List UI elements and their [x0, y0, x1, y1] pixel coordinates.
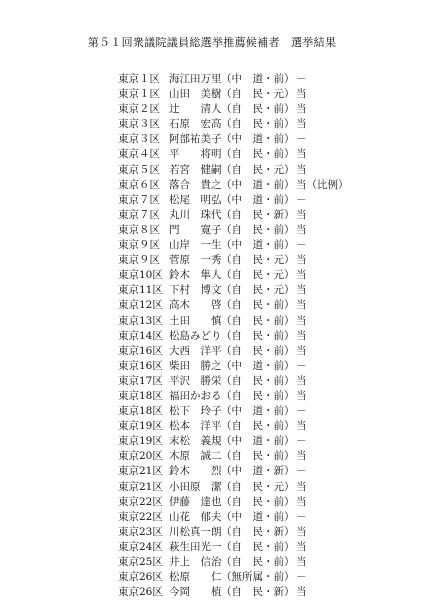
- party-status: （自 民・元）: [221, 480, 295, 493]
- district-label: 東京19区: [118, 435, 163, 448]
- district-label: 東京24区: [118, 540, 163, 553]
- candidate-name: 下村 博文: [169, 284, 222, 297]
- election-result: 当（比例）: [296, 178, 349, 191]
- election-result: 当: [296, 450, 307, 463]
- election-result: 当: [296, 344, 307, 357]
- election-result: 当: [296, 223, 307, 236]
- result-row: [0, 193, 424, 208]
- district-label: 東京６区: [118, 178, 160, 191]
- election-result: 当: [296, 314, 307, 327]
- election-result: 当: [296, 103, 307, 116]
- candidate-name: 松原 仁: [169, 571, 222, 584]
- election-result: 当: [296, 254, 307, 267]
- district-label: 東京25区: [118, 556, 163, 568]
- party-status: （自 民・元）: [221, 269, 295, 282]
- party-status: （中 道・新）: [221, 465, 295, 478]
- district-label: 東京20区: [118, 450, 163, 463]
- result-row: [0, 359, 424, 374]
- district-label: 東京16区: [118, 344, 163, 357]
- candidate-name: 松本 洋平: [169, 420, 222, 433]
- election-result: －: [296, 359, 307, 372]
- candidate-name: 鈴木 烈: [169, 465, 222, 478]
- candidate-name: 丸川 珠代: [169, 208, 222, 221]
- result-row: [0, 540, 424, 555]
- district-label: 東京４区: [118, 148, 160, 161]
- election-result: 当: [296, 374, 307, 387]
- result-row: [0, 314, 424, 329]
- result-row: [0, 87, 424, 102]
- result-row: [0, 344, 424, 359]
- result-row: [0, 389, 424, 404]
- candidate-name: 萩生田光一: [169, 540, 222, 553]
- party-status: （自 民・前）: [221, 223, 295, 236]
- candidate-name: 小田原 潔: [169, 480, 222, 493]
- district-label: 東京17区: [118, 374, 163, 387]
- election-result: 当: [296, 540, 307, 553]
- election-result: 当: [296, 208, 307, 221]
- election-result: 当: [296, 299, 307, 312]
- candidate-name: 川松真一朗: [169, 525, 222, 538]
- election-result: 当: [296, 118, 307, 131]
- result-row: [0, 449, 424, 464]
- candidate-name: 阿部祐美子: [169, 133, 222, 146]
- election-result: －: [296, 465, 307, 478]
- result-row: [0, 495, 424, 510]
- district-label: 東京３区: [118, 118, 160, 131]
- election-result: 当: [296, 525, 307, 538]
- election-result: 当: [296, 420, 307, 433]
- result-row: [0, 72, 424, 87]
- district-label: 東京９区: [118, 239, 160, 252]
- party-status: （自 民・前）: [221, 299, 295, 312]
- district-label: 東京７区: [118, 193, 160, 206]
- party-status: （自 民・元）: [221, 163, 295, 176]
- candidate-name: 平沢 勝栄: [169, 374, 222, 387]
- result-row: [0, 570, 424, 585]
- party-status: （自 民・前）: [221, 495, 295, 508]
- party-status: （自 民・前）: [221, 148, 295, 161]
- candidate-name: 松尾 明弘: [169, 193, 222, 206]
- party-status: （中 道・前）: [221, 510, 295, 523]
- candidate-name: 山岸 一生: [169, 239, 222, 252]
- party-status: （自 民・元）: [221, 284, 295, 297]
- result-row: [0, 132, 424, 147]
- candidate-name: 木原 誠二: [169, 450, 222, 463]
- party-status: （自 民・前）: [221, 329, 295, 342]
- district-label: 東京９区: [118, 254, 160, 267]
- results-list: [0, 72, 424, 600]
- candidate-name: 山田 美樹: [169, 88, 222, 101]
- result-row: [0, 163, 424, 178]
- result-row: [0, 117, 424, 132]
- party-status: （自 民・前）: [221, 118, 295, 131]
- party-status: （中 道・前）: [221, 239, 295, 252]
- result-row: [0, 268, 424, 283]
- party-status: （中 道・前）: [221, 193, 295, 206]
- district-label: 東京７区: [118, 208, 160, 221]
- result-row: [0, 283, 424, 298]
- party-status: （中 道・前）: [221, 435, 295, 448]
- election-result: －: [296, 571, 307, 584]
- election-result: 当: [296, 284, 307, 297]
- district-label: 東京21区: [118, 480, 163, 493]
- result-row: [0, 298, 424, 313]
- result-row: [0, 585, 424, 600]
- party-status: （自 民・新）: [221, 208, 295, 221]
- result-row: [0, 404, 424, 419]
- result-row: [0, 480, 424, 495]
- district-label: 東京３区: [118, 133, 160, 146]
- result-row: [0, 147, 424, 162]
- election-result: －: [296, 510, 307, 523]
- district-label: 東京21区: [118, 465, 163, 478]
- candidate-name: 土田 慎: [169, 314, 222, 327]
- district-label: 東京14区: [118, 329, 163, 342]
- district-label: 東京２区: [118, 103, 160, 116]
- candidate-name: 松島みどり: [169, 329, 222, 342]
- election-result: －: [296, 435, 307, 448]
- party-status: （自 民・元）: [221, 254, 295, 267]
- district-label: 東京１区: [118, 88, 160, 101]
- district-label: 東京19区: [118, 420, 163, 433]
- district-label: 東京16区: [118, 359, 163, 372]
- result-row: [0, 464, 424, 479]
- candidate-name: 今岡 植: [169, 586, 222, 599]
- result-row: [0, 525, 424, 540]
- party-status: （自 民・元）: [221, 88, 295, 101]
- party-status: （中 道・前）: [221, 405, 295, 418]
- election-result: 当: [296, 495, 307, 508]
- district-label: 東京22区: [118, 495, 163, 508]
- candidate-name: 井上 信治: [169, 556, 222, 568]
- election-result: 当: [296, 88, 307, 101]
- candidate-name: 山花 郁夫: [169, 510, 222, 523]
- candidate-name: 石原 宏高: [169, 118, 222, 131]
- election-result: 当: [296, 480, 307, 493]
- result-row: [0, 223, 424, 238]
- result-row: [0, 208, 424, 223]
- result-row: [0, 374, 424, 389]
- party-status: （自 民・前）: [221, 556, 295, 568]
- party-status: （中 道・前）: [221, 359, 295, 372]
- result-row: [0, 238, 424, 253]
- election-result: －: [296, 193, 307, 206]
- party-status: （自 民・前）: [221, 374, 295, 387]
- district-label: 東京18区: [118, 405, 163, 418]
- result-row: [0, 419, 424, 434]
- party-status: （無所属・前）: [221, 571, 295, 584]
- candidate-name: 菅原 一秀: [169, 254, 222, 267]
- election-result: 当: [296, 148, 307, 161]
- district-label: 東京８区: [118, 223, 160, 236]
- candidate-name: 平 将明: [169, 148, 222, 161]
- election-result: 当: [296, 556, 307, 568]
- district-label: 東京11区: [118, 284, 163, 297]
- party-status: （自 民・新）: [221, 525, 295, 538]
- candidate-name: 松下 玲子: [169, 405, 222, 418]
- party-status: （中 道・前）: [221, 133, 295, 146]
- candidate-name: 福田かおる: [169, 389, 222, 402]
- party-status: （自 民・前）: [221, 103, 295, 116]
- party-status: （自 民・前）: [221, 344, 295, 357]
- candidate-name: 伊藤 達也: [169, 495, 222, 508]
- election-result: 当: [296, 586, 307, 599]
- district-label: 東京１区: [118, 73, 160, 85]
- district-label: 東京26区: [118, 571, 163, 584]
- party-status: （自 民・前）: [221, 314, 295, 327]
- candidate-name: 落合 貴之: [169, 178, 222, 191]
- district-label: 東京22区: [118, 510, 163, 523]
- result-row: [0, 253, 424, 268]
- election-result: －: [296, 133, 307, 146]
- election-result: －: [296, 239, 307, 252]
- result-row: [0, 329, 424, 344]
- election-result: －: [296, 73, 307, 85]
- result-row: [0, 102, 424, 117]
- candidate-name: 末松 義規: [169, 435, 222, 448]
- result-row: [0, 434, 424, 449]
- party-status: （自 民・前）: [221, 540, 295, 553]
- election-result: 当: [296, 269, 307, 282]
- candidate-name: 鈴木 隼人: [169, 269, 222, 282]
- candidate-name: 門 寛子: [169, 223, 222, 236]
- party-status: （自 民・前）: [221, 389, 295, 402]
- party-status: （自 民・前）: [221, 420, 295, 433]
- district-label: 東京５区: [118, 163, 160, 176]
- party-status: （中 道・前）: [221, 178, 295, 191]
- district-label: 東京10区: [118, 269, 163, 282]
- candidate-name: 高木 啓: [169, 299, 222, 312]
- district-label: 東京12区: [118, 299, 163, 312]
- candidate-name: 柴田 勝之: [169, 359, 222, 372]
- candidate-name: 大西 洋平: [169, 344, 222, 357]
- election-result: 当: [296, 389, 307, 402]
- election-result: －: [296, 405, 307, 418]
- party-status: （自 民・前）: [221, 450, 295, 463]
- candidate-name: 辻 清人: [169, 103, 222, 116]
- result-row: [0, 178, 424, 193]
- election-result: 当: [296, 329, 307, 342]
- district-label: 東京23区: [118, 525, 163, 538]
- candidate-name: 海江田万里: [169, 73, 222, 85]
- candidate-name: 若宮 健嗣: [169, 163, 222, 176]
- district-label: 東京13区: [118, 314, 163, 327]
- district-label: 東京26区: [118, 586, 163, 599]
- page-title: 第５１回衆議院議員総選挙推薦候補者 選挙結果: [87, 36, 337, 49]
- party-status: （中 道・前）: [221, 73, 295, 85]
- result-row: [0, 510, 424, 525]
- party-status: （自 民・新）: [221, 586, 295, 599]
- district-label: 東京18区: [118, 389, 163, 402]
- election-result: 当: [296, 163, 307, 176]
- result-row: [0, 555, 424, 570]
